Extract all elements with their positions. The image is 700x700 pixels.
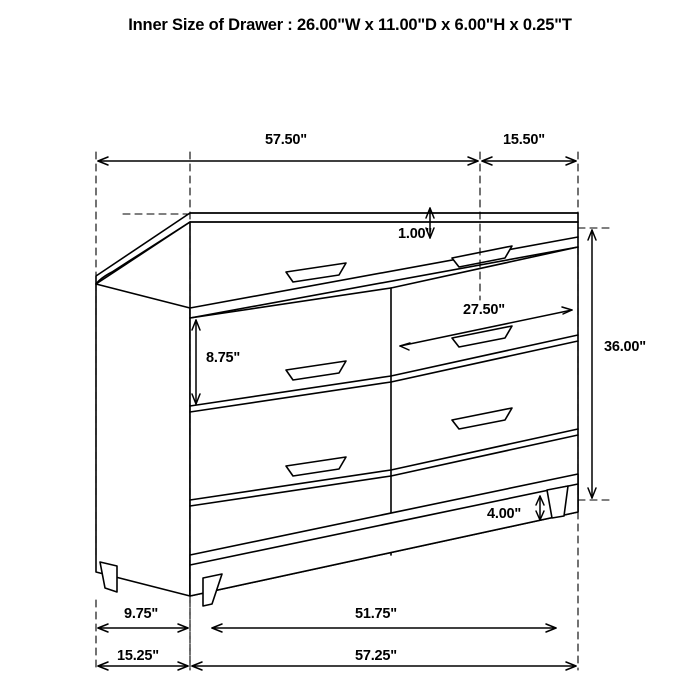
dimension-label-leg-height: 4.00" [487,506,522,522]
dimension-label-base-depth: 15.25" [117,648,159,664]
dimension-label-side-depth: 9.75" [124,606,159,622]
dimension-label-overall-height: 36.00" [604,339,646,355]
page-title: Inner Size of Drawer : 26.00"W x 11.00"D x 6.00"H x 0.25"T [128,16,572,34]
dimension-label-base-width: 57.25" [355,648,397,664]
dimension-label-top-lip-height: 1.00" [398,226,433,242]
dimension-label-top-width: 57.50" [265,132,307,148]
dimension-label-top-right-width: 15.50" [503,132,545,148]
dimension-label-drawer-width: 27.50" [463,302,505,318]
dimension-label-drawer-height: 8.75" [206,350,241,366]
dimension-label-front-width: 51.75" [355,606,397,622]
